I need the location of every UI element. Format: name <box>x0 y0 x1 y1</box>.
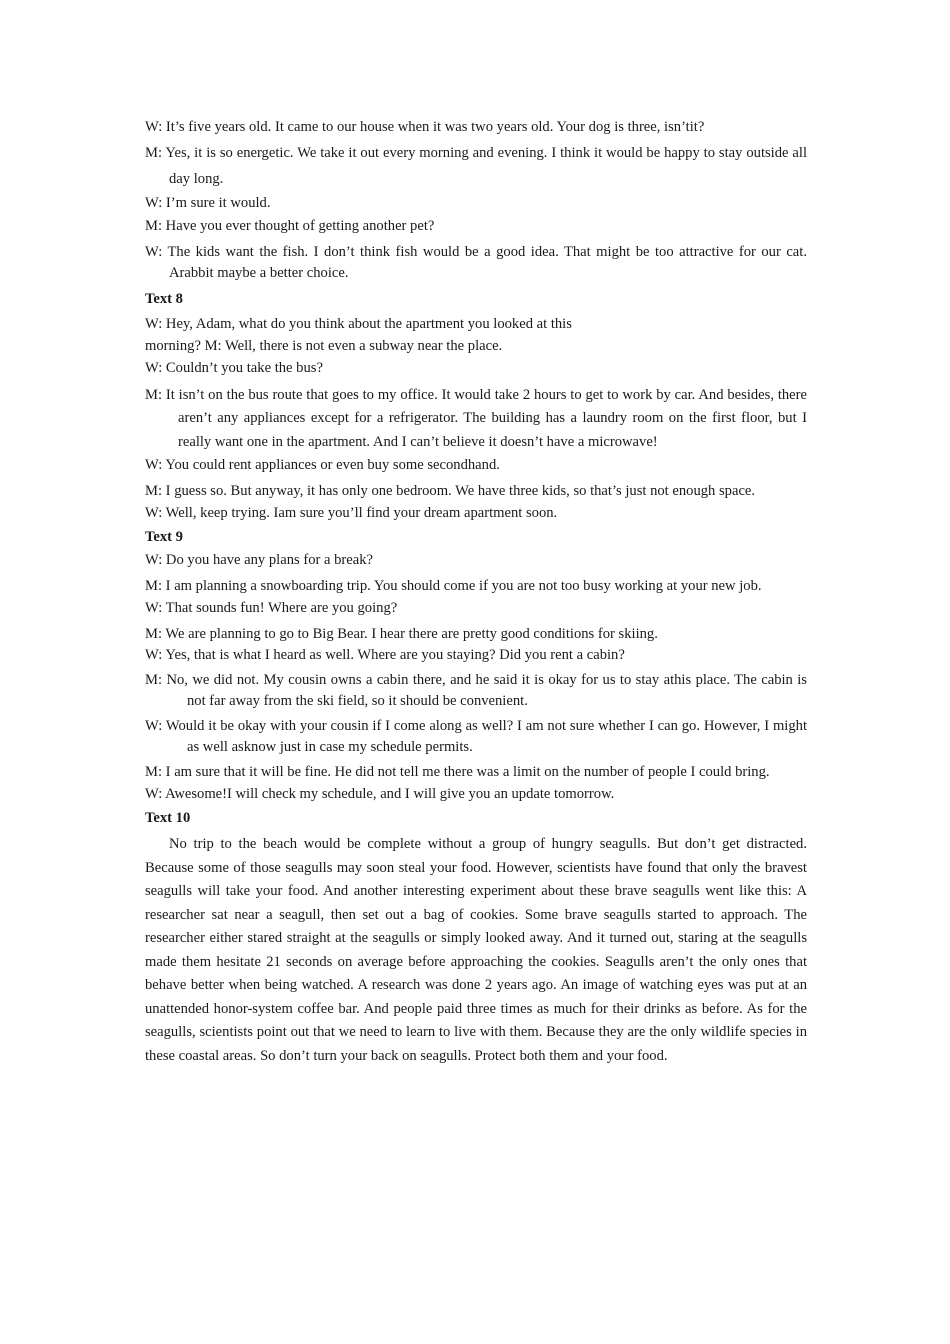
section-heading-text-10: Text 10 <box>145 809 191 826</box>
dialogue-line: W: That sounds fun! Where are you going? <box>145 600 398 616</box>
section-heading-text-8: Text 8 <box>145 290 183 307</box>
dialogue-line: W: The kids want the fish. I don’t think fish would be a good idea. That might be too attractive for our cat. Arabbit maybe a better choice. <box>145 243 807 281</box>
dialogue-line: M: It isn’t on the bus route that goes to my office. It would take 2 hours to get to work by car. And besides, there aren’t any appliances except for a refrigerator. The building has a laundry room on the first floor, but I really want one in the apartment. And I can’t believe it doesn’t have a microwave! <box>145 386 807 450</box>
dialogue-line: M: I guess so. But anyway, it has only one bedroom. We have three kids, so that’s just not enough space. <box>145 482 756 499</box>
section-heading-text-9: Text 9 <box>145 528 183 545</box>
dialogue-line: W: Well, keep trying. Iam sure you’ll find your dream apartment soon. <box>145 505 558 521</box>
dialogue-line: W: Hey, Adam, what do you think about the apartment you looked at this <box>145 316 572 332</box>
dialogue-line: W: Would it be okay with your cousin if I come along as well? I am not sure whether I can go. However, I might as well asknow just in case my schedule permits. <box>145 717 807 755</box>
dialogue-line: M: Have you ever thought of getting another pet? <box>145 218 435 234</box>
dialogue-line: M: We are planning to go to Big Bear. I hear there are pretty good conditions for skiing. <box>145 625 658 642</box>
dialogue-line: M: I am sure that it will be fine. He did not tell me there was a limit on the number of people I could bring. <box>145 763 770 780</box>
dialogue-line: M: No, we did not. My cousin owns a cabin there, and he said it is okay for us to stay athis place. The cabin is not far away from the ski field, so it should be convenient. <box>145 671 807 709</box>
document-page <box>145 116 807 1068</box>
dialogue-line: W: I’m sure it would. <box>145 194 271 211</box>
dialogue-line: W: It’s five years old. It came to our house when it was two years old. Your dog is three, isn’tit? <box>145 119 705 135</box>
body-paragraph: No trip to the beach would be complete without a group of hungry seagulls. But don’t get distracted. Because some of those seagulls may soon steal your food. However, scientists have found that only the bravest seagulls will take your food. And another interesting experiment about these brave seagulls went like this: A researcher sat near a seagull, then set out a bag of cookies. Some brave seagulls started to approach. The researcher either stared straight at the seagulls or simply looked away. And it turned out, staring at the seagulls made them hesitate 21 seconds on average before approaching the cookies. Seagulls aren’t the only ones that behave better when being watched. A research was done 2 years ago. An image of watching eyes was put at an unattended honor-system coffee bar. And people paid three times as much for their drinks as before. As for the seagulls, scientists point out that we need to learn to live with them. Because they are the only wildlife species in these coastal areas. So don’t turn your back on seagulls. Protect both them and your food. <box>145 836 807 1064</box>
dialogue-line: W: Couldn’t you take the bus? <box>145 360 323 376</box>
dialogue-line: M: Yes, it is so energetic. We take it out every morning and evening. I think it would be happy to stay outside all day long. <box>145 144 807 187</box>
dialogue-line: morning? M: Well, there is not even a subway near the place. <box>145 337 503 354</box>
dialogue-line: W: Do you have any plans for a break? <box>145 552 374 568</box>
dialogue-line: W: Awesome!I will check my schedule, and I will give you an update tomorrow. <box>145 786 615 802</box>
dialogue-line: W: Yes, that is what I heard as well. Where are you staying? Did you rent a cabin? <box>145 647 625 663</box>
dialogue-line: M: I am planning a snowboarding trip. You should come if you are not too busy working at your new job. <box>145 577 762 594</box>
dialogue-line: W: You could rent appliances or even buy some secondhand. <box>145 457 500 473</box>
